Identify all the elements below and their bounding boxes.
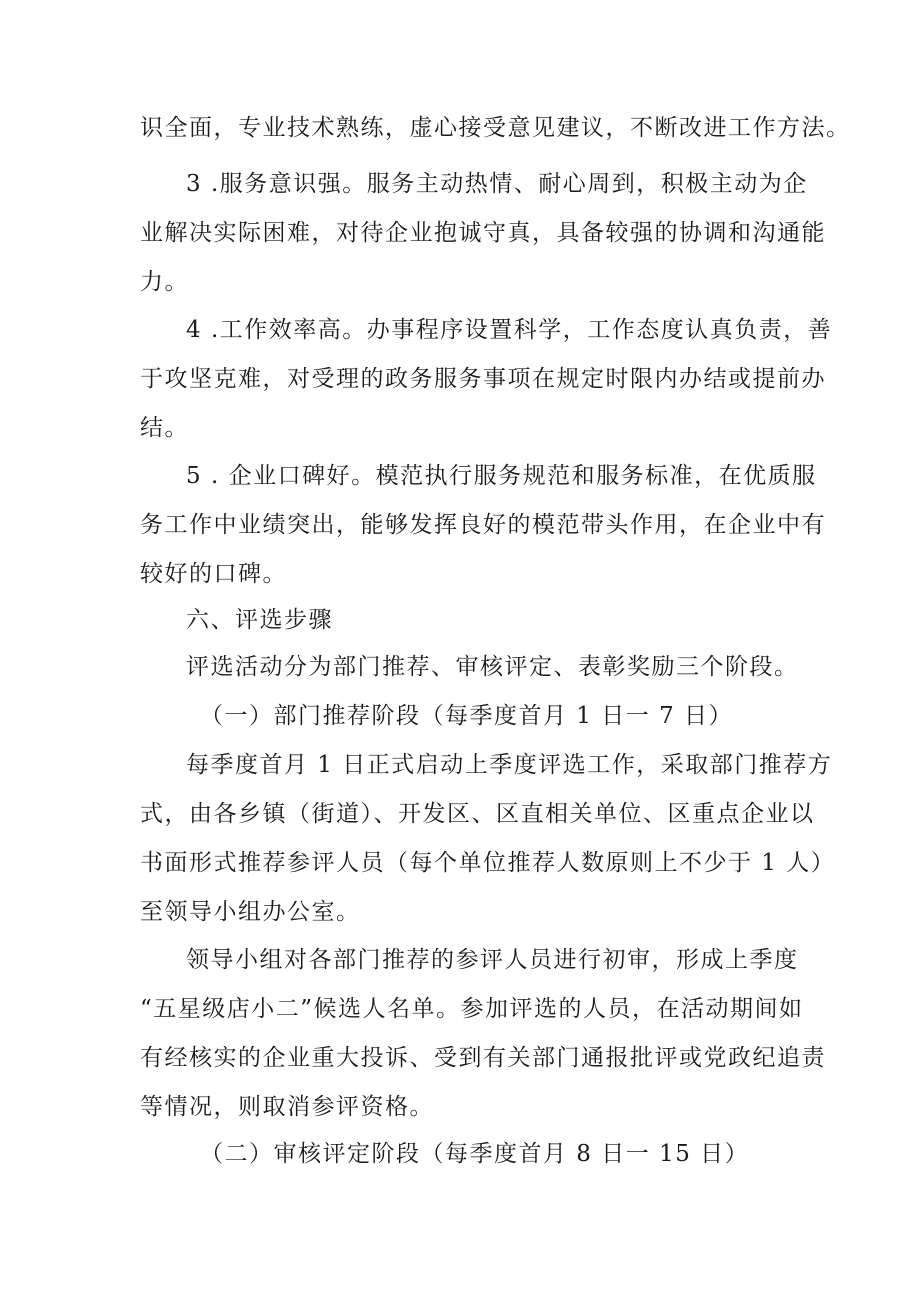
text-line: 务工作中业绩突出，能够发挥良好的模范带头作用，在企业中有 <box>140 512 826 538</box>
text-line: 等情况，则取消参评资格。 <box>140 1094 434 1120</box>
text-line: 评选活动分为部门推荐、审核评定、表彰奖励三个阶段。 <box>186 654 799 680</box>
text-line: 式，由各乡镇（街道）、开发区、区直相关单位、区重点企业以 <box>140 801 815 827</box>
text-line: （二）审核评定阶段（每季度首月 8 日一 15 日） <box>200 1141 750 1167</box>
text-line: 4 .工作效率高。办事程序设置科学，工作态度认真负责，善 <box>186 317 833 343</box>
text-line: 5 . 企业口碑好。模范执行服务规范和服务标准，在优质服 <box>186 463 817 489</box>
text-line: 业解决实际困难，对待企业抱诚守真，具备较强的协调和沟通能 <box>140 220 826 246</box>
text-line: （一）部门推荐阶段（每季度首月 1 日一 7 日） <box>200 703 734 729</box>
text-line: 识全面，专业技术熟练，虚心接受意见建议，不断改进工作方法。 <box>140 115 851 141</box>
text-line: 结。 <box>140 415 189 441</box>
paragraph-item-3 <box>140 160 826 307</box>
text-line: 较好的口碑。 <box>140 561 287 587</box>
text-line: 六、评选步骤 <box>186 607 333 633</box>
text-line: 于攻坚克难，对受理的政务服务事项在规定时限内办结或提前办 <box>140 366 826 392</box>
subheading-stage-1 <box>140 692 800 741</box>
text-line: 力。 <box>140 269 189 295</box>
text-line: 领导小组对各部门推荐的参评人员进行初审，形成上季度 <box>186 947 799 973</box>
paragraph-preliminary-review <box>140 936 826 1132</box>
paragraph-item-4 <box>140 306 833 453</box>
text-line: 书面形式推荐参评人员（每个单位推荐人数原则上不少于 1 人） <box>140 850 836 876</box>
text-line: 至领导小组办公室。 <box>140 899 361 925</box>
text-line: 有经核实的企业重大投诉、受到有关部门通报批评或党政纪追责 <box>140 1045 826 1071</box>
text-line: 3 .服务意识强。服务主动热情、耐心周到，积极主动为企 <box>186 171 808 197</box>
text-line: “五星级店小二”候选人名单。参加评选的人员，在活动期间如 <box>140 996 804 1022</box>
text-line: 每季度首月 1 日正式启动上季度评选工作，采取部门推荐方 <box>186 752 833 778</box>
section-heading-6 <box>140 596 800 645</box>
paragraph-item-5 <box>140 452 826 599</box>
paragraph-stage-1-detail <box>140 741 836 937</box>
paragraph-continuation <box>140 104 851 153</box>
subheading-stage-2 <box>140 1130 800 1179</box>
paragraph-stages <box>140 643 800 692</box>
